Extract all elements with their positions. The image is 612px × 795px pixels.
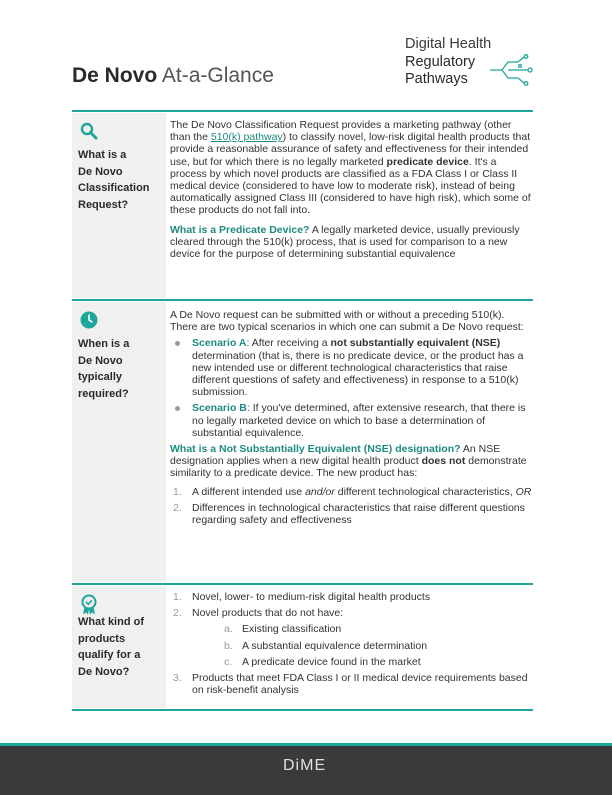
sidebar-section-1: [72, 113, 166, 298]
divider-2: [72, 583, 533, 585]
section-2-content: [170, 309, 532, 526]
brand-line-3: Pathways: [405, 71, 468, 87]
question-3: What kind of products qualify for a De Novo?: [78, 616, 144, 678]
list-item: 1. A different intended use and/or different technological characteristics, OR: [173, 485, 532, 498]
section-3-content: [170, 591, 532, 696]
brand-line-2: Regulatory: [405, 53, 476, 70]
brand-block: [405, 36, 491, 89]
list-item: 2. Novel products that do not have:: [173, 607, 344, 620]
brand-line-1: Digital Health: [405, 36, 492, 52]
paragraph-definition: The De Novo Classification Request provides a marketing pathway (other than the 510(k) pathway) to classify novel, low-risk digital health products that provide a reasonable assurance of safety and effectiveness for their intended use, but for which there is no legally marketed predicate device. It's a process by which novel products are classified as a FDA Class I or Class II medical device (considered to have low to moderate risk), instead of being automatically assigned Class III (considered to have high risk), which some of these products do not fall into.: [170, 119, 531, 217]
list-item-scenario-b: Scenario B: If you've determined, after extensive research, that there is no legally marketed device on which to base a determination of substantial equivalence.: [170, 402, 532, 439]
sub-list-item: b. A substantial equivalence determination: [224, 639, 428, 652]
magnifier-icon: [79, 121, 99, 141]
dime-logo: DiME: [283, 757, 327, 774]
page-title: [72, 64, 274, 88]
divider-top: [72, 110, 533, 112]
sub-list-item: a. Existing classification: [224, 623, 342, 636]
list-item-scenario-a: Scenario A: After receiving a not substantially equivalent (NSE) determination (that is, there is no predicate device, or the product has a new intended use or different technological characteristics that raise different questions of safety and effectiveness) in response to a 510(k) submission.: [170, 337, 532, 398]
clock-icon: [79, 310, 99, 330]
section-1-content: [170, 119, 532, 260]
divider-1: [72, 299, 533, 301]
title-light: At-a-Glance: [161, 64, 274, 87]
paragraph-intro: A De Novo request can be submitted with or without a preceding 510(k). There are two typical scenarios in which one can submit a De Novo request:: [170, 309, 524, 334]
question-1: What is a De Novo Classification Request?: [78, 149, 150, 211]
sub-list-item: c. A predicate device found in the market: [224, 655, 421, 668]
circuit-icon: [488, 54, 536, 86]
paragraph-predicate: What is a Predicate Device? A legally marketed device, usually previously cleared through the 510(k) process, that is used for comparison to a new device for the purpose of determining substantial equivalence: [170, 223, 520, 261]
question-2: When is a De Novo typically required?: [78, 338, 130, 400]
list-item: 2. Differences in technological characteristics that raise different questions regarding safety and effectiveness: [173, 501, 525, 527]
sidebar-section-3: [72, 586, 166, 708]
link-510k[interactable]: 510(k) pathway: [210, 131, 283, 144]
list-item: 1. Novel, lower- to medium-risk digital health products: [173, 591, 431, 603]
sidebar-section-2: [72, 302, 166, 582]
title-bold: De Novo: [72, 64, 158, 87]
list-item: 3. Products that meet FDA Class I or II medical device requirements based on risk-benefit analysis: [173, 672, 528, 697]
award-ribbon-icon: [79, 594, 99, 616]
paragraph-nse: What is a Not Substantially Equivalent (NSE) designation? An NSE designation applies when a new digital health product does not demonstrate similarity to a predicate device. The new product has:: [170, 443, 527, 480]
divider-bottom: [72, 709, 533, 711]
